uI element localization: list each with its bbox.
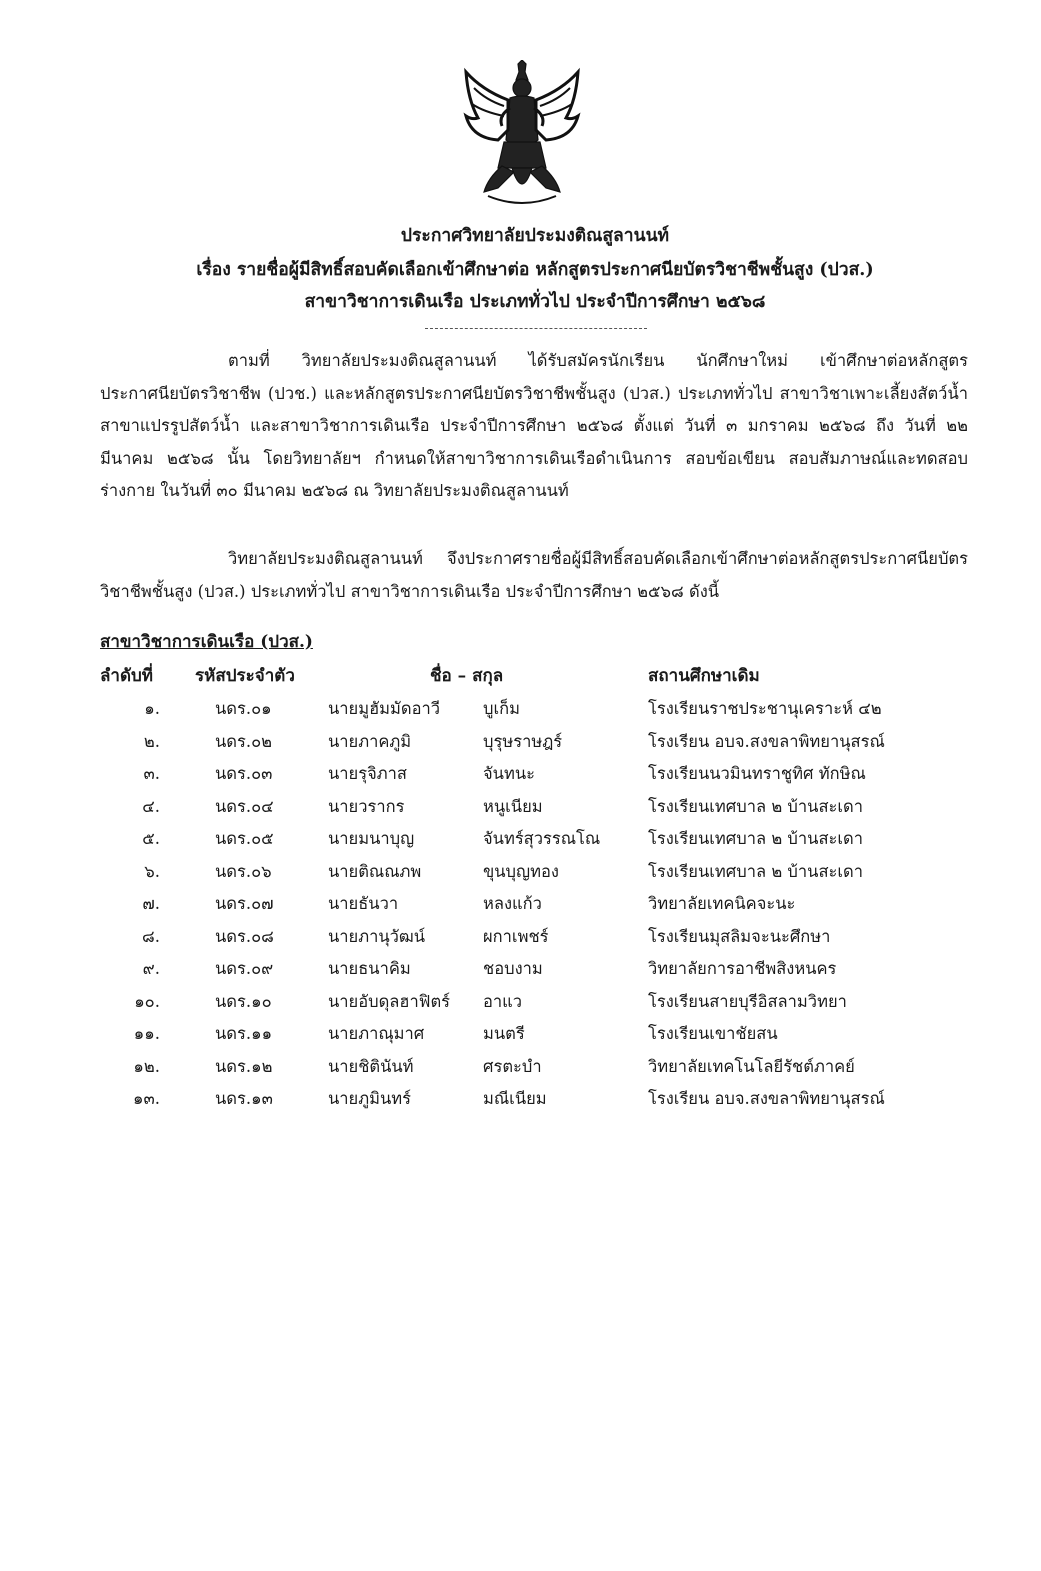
row-first-name: นายชิตินันท์ [328,1056,414,1076]
column-header-school: สถานศึกษาเดิม [648,666,760,686]
row-id: นดร.๑๐ [215,991,272,1011]
row-last-name: บุรุษราษฎร์ [483,731,563,751]
row-school: โรงเรียนสายบุรีอิสลามวิทยา [648,991,847,1011]
row-first-name: นายวรากร [328,796,405,816]
row-id: นดร.๐๖ [215,861,272,881]
table-row [0,956,1041,989]
row-no: ๑. [144,699,160,718]
row-first-name: นายภูมินทร์ [328,1089,411,1108]
row-id: นดร.๑๒ [215,1056,273,1076]
row-id: นดร.๐๗ [215,894,274,913]
row-id: นดร.๐๙ [215,959,274,978]
row-last-name: ขุนบุญทอง [483,861,559,881]
table-row [0,859,1041,892]
row-school: โรงเรียน อบจ.สงขลาพิทยานุสรณ์ [648,731,885,751]
row-id: นดร.๐๑ [215,699,272,718]
row-last-name: บูเก็ม [483,699,520,718]
table-row [0,989,1041,1022]
table-row [0,794,1041,827]
row-no: ๑๐. [134,991,160,1011]
paragraph-1-text: ตามที่ วิทยาลัยประมงติณสูลานนท์ ได้รับสมัครนักเรียน นักศึกษาใหม่ เข้าศึกษาต่อหลักสูตรประกาศนียบัตรวิชาชีพ (ปวช.) และหลักสูตรประกาศนียบัตรวิชาชีพชั้นสูง (ปวส.) ประเภททั่วไป สาขาวิชาเพาะเลี้ยงสัตว์น้ำ สาขาแปรรูปสัตว์น้ำ และสาขาวิชาการเดินเรือ ประจำปีการศึกษา ๒๕๖๘ ตั้งแต่ วันที่ ๓ มกราคม ๒๕๖๘ ถึง วันที่ ๒๒ มีนาคม ๒๕๖๘ นั้น โดยวิทยาลัยฯ กำหนดให้สาขาวิชาการเดินเรือดำเนินการ สอบข้อเขียน สอบสัมภาษณ์และทดสอบร่างกาย ในวันที่ ๓๐ มีนาคม ๒๕๖๘ ณ วิทยาลัยประมงติณสูลานนท์ [100,351,968,500]
title-divider [425,328,647,329]
table-row [0,1021,1041,1054]
row-school: วิทยาลัยเทคนิคจะนะ [648,894,796,913]
announcement-subject: เรื่อง รายชื่อผู้มีสิทธิ์สอบคัดเลือกเข้าศึกษาต่อ หลักสูตรประกาศนียบัตรวิชาชีพชั้นสูง (ปวส.) [196,260,874,280]
row-first-name: นายรุจิภาส [328,764,407,783]
row-first-name: นายธนาคิม [328,959,411,978]
row-school: โรงเรียนเขาชัยสน [648,1024,778,1043]
column-header-name: ชื่อ – สกุล [430,666,504,686]
row-school: โรงเรียนเทศบาล ๒ บ้านสะเดา [648,861,864,881]
row-no: ๕. [142,829,160,848]
row-no: ๒. [143,731,160,751]
row-school: โรงเรียนราชประชานุเคราะห์ ๔๒ [648,699,882,718]
row-no: ๖. [144,861,160,881]
row-id: นดร.๐๒ [215,731,273,751]
row-id: นดร.๑๓ [215,1089,273,1108]
table-row [0,761,1041,794]
row-id: นดร.๐๘ [215,926,274,946]
body-paragraph-2 [100,543,968,608]
table-row [0,696,1041,729]
row-id: นดร.๐๕ [215,829,274,848]
row-first-name: นายมนาบุญ [328,829,415,848]
row-no: ๑๓. [133,1089,160,1108]
table-row [0,1086,1041,1119]
row-first-name: นายธันวา [328,894,399,913]
row-no: ๗. [142,894,160,913]
row-id: นดร.๑๑ [215,1024,273,1043]
row-first-name: นายภาณุมาศ [328,1024,425,1043]
row-no: ๘. [142,926,160,946]
row-school: โรงเรียนเทศบาล ๒ บ้านสะเดา [648,796,864,816]
row-school: โรงเรียนเทศบาล ๒ บ้านสะเดา [648,829,864,848]
section-heading: สาขาวิชาการเดินเรือ (ปวส.) [100,632,313,652]
row-first-name: นายติณณภพ [328,861,422,881]
row-school: โรงเรียนมุสลิมจะนะศึกษา [648,926,831,946]
row-school: โรงเรียน อบจ.สงขลาพิทยานุสรณ์ [648,1089,885,1108]
row-school: วิทยาลัยการอาชีพสิงหนคร [648,959,837,978]
row-id: นดร.๐๓ [215,764,273,783]
row-last-name: จันทร์สุวรรณโณ [483,829,601,848]
table-row [0,729,1041,762]
row-school: โรงเรียนนวมินทราชูทิศ ทักษิณ [648,764,866,783]
table-row [0,826,1041,859]
row-last-name: ชอบงาม [483,959,543,978]
announcement-subject-line2: สาขาวิชาการเดินเรือ ประเภททั่วไป ประจำปีการศึกษา ๒๕๖๘ [304,292,766,312]
row-last-name: จันทนะ [483,764,535,783]
row-last-name: มณีเนียม [483,1089,547,1108]
table-header [0,662,1041,694]
row-first-name: นายภาคภูมิ [328,731,412,751]
row-first-name: นายมูฮัมมัดอาวี [328,699,441,718]
row-last-name: หลงแก้ว [483,894,542,913]
row-last-name: มนตรี [483,1024,525,1043]
row-last-name: หนูเนียม [483,796,543,816]
announcement-title: ประกาศวิทยาลัยประมงติณสูลานนท์ [400,226,670,246]
row-no: ๙. [142,959,160,978]
row-no: ๓. [143,764,160,783]
candidate-table [0,696,1041,1119]
table-row [0,1054,1041,1087]
row-last-name: อาแว [483,991,523,1011]
row-no: ๑๒. [133,1056,160,1076]
row-no: ๑๑. [133,1024,160,1043]
column-header-id: รหัสประจำตัว [195,666,295,686]
row-last-name: ผกาเพชร์ [483,926,549,946]
row-no: ๔. [142,796,160,816]
body-paragraph-1 [100,345,968,508]
paragraph-2-text: วิทยาลัยประมงติณสูลานนท์ จึงประกาศรายชื่อผู้มีสิทธิ์สอบคัดเลือกเข้าศึกษาต่อหลักสูตรประกาศนียบัตรวิชาชีพชั้นสูง (ปวส.) ประเภททั่วไป สาขาวิชาการเดินเรือ ประจำปีการศึกษา ๒๕๖๘ ดังนี้ [100,549,968,601]
garuda-emblem-icon [458,60,586,210]
row-school: วิทยาลัยเทคโนโลยีรัชต์ภาคย์ [648,1056,855,1076]
row-first-name: นายอับดุลฮาฟิตร์ [328,991,451,1011]
row-first-name: นายภานุวัฒน์ [328,926,426,946]
row-last-name: ศรตะบำ [483,1056,542,1076]
table-row [0,891,1041,924]
column-header-no: ลำดับที่ [100,666,154,686]
table-row [0,924,1041,957]
row-id: นดร.๐๔ [215,796,274,816]
